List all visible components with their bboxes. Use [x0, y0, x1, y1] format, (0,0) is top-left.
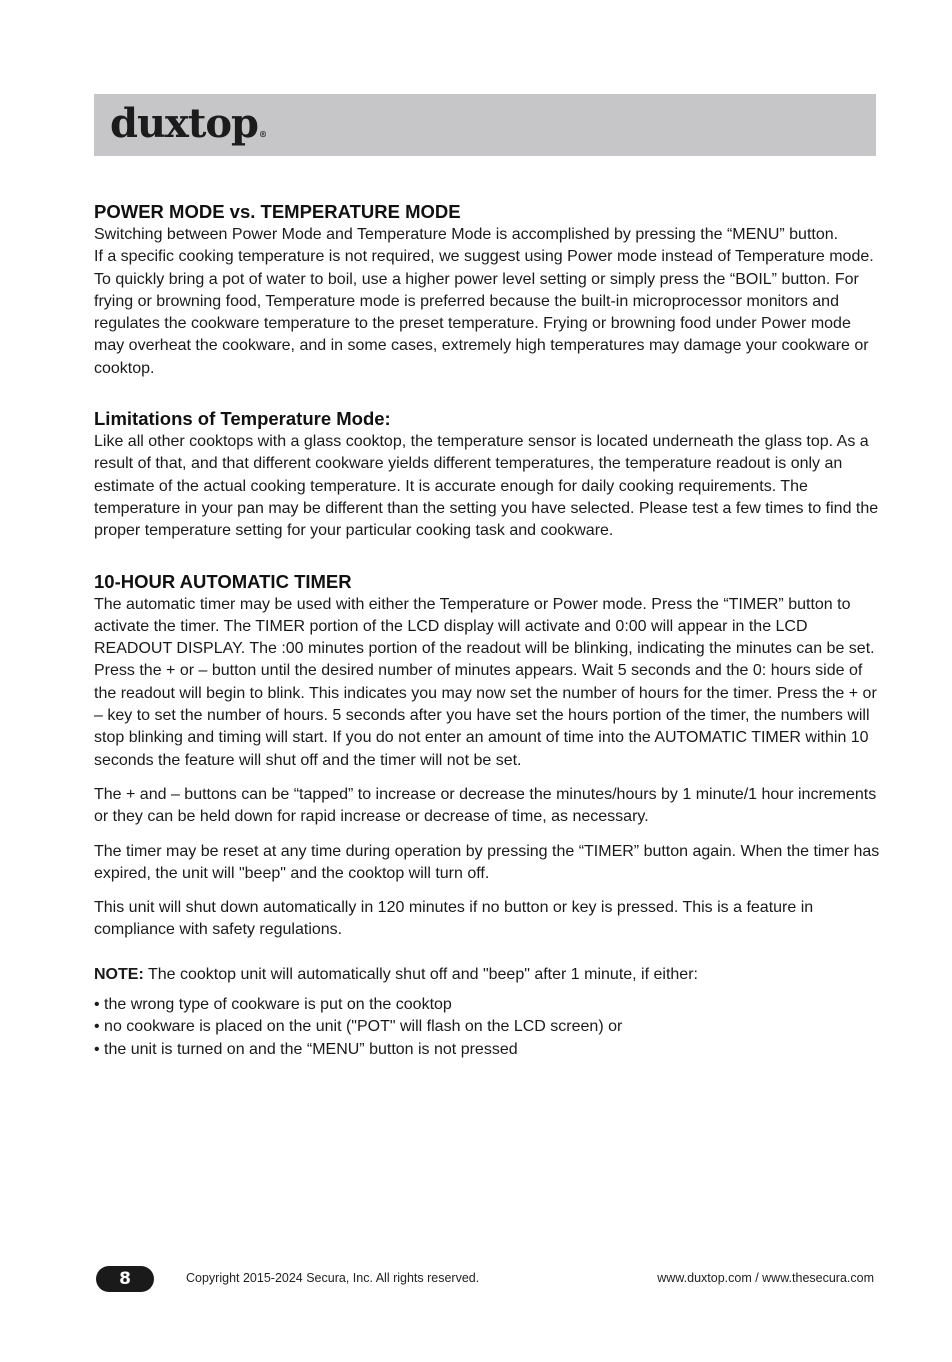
section-title-power-vs-temp: POWER MODE vs. TEMPERATURE MODE	[94, 201, 461, 222]
section-title-timer: 10-HOUR AUTOMATIC TIMER	[94, 570, 352, 592]
note-bullet-list	[94, 994, 884, 1061]
list-item: • the unit is turned on and the “MENU” button is not pressed	[94, 1040, 518, 1058]
section-title-limitations: Limitations of Temperature Mode:	[94, 408, 391, 430]
paragraph: Like all other cooktops with a glass cooktop, the temperature sensor is located underneath the glass top. As a result of that, and that different cookware yields different temperatures, the temperature readout is only an estimate of the actual cooking temperature. It is accurate enough for daily cooking requirements. The temperature in your pan may be different than the setting you have selected. Please test a few times to find the proper temperature setting for your particular cooking task and cookware.	[94, 433, 879, 540]
paragraph: The + and – buttons can be “tapped” to increase or decrease the minutes/hours by 1 minute/1 hour increments or they can be held down for rapid increase or decrease of time, as necessary.	[94, 785, 877, 826]
paragraph: The timer may be reset at any time during operation by pressing the “TIMER” button again. When the timer has expired, the unit will "beep" and the cooktop will turn off.	[94, 842, 880, 882]
copyright-text: Copyright 2015-2024 Secura, Inc. All rights reserved.	[186, 1271, 480, 1285]
list-item: • the wrong type of cookware is put on the cooktop	[94, 996, 452, 1014]
page-number-badge: 8	[96, 1266, 154, 1292]
brand-logo	[110, 98, 266, 150]
list-item: • no cookware is placed on the unit ("POT" will flash on the LCD screen) or	[94, 1018, 623, 1036]
logo-text: duxtop	[110, 100, 259, 147]
paragraph: This unit will shut down automatically in 120 minutes if no button or key is pressed. This is a feature in compliance with safety regulations.	[94, 899, 814, 939]
website-urls: www.duxtop.com / www.thesecura.com	[657, 1271, 874, 1285]
paragraph: If a specific cooking temperature is not required, we suggest using Power mode instead of Temperature mode. To quickly bring a pot of water to boil, use a higher power level setting or simply press the “BOIL” button. For frying or browning food, Temperature mode is preferred because the built-in microprocessor monitors and regulates the cookware temperature to the preset temperature. Frying or browning food under Power mode may overheat the cookware, and in some cases, extremely high temperatures may damage your cookware or cooktop.	[94, 248, 874, 377]
paragraph: The automatic timer may be used with either the Temperature or Power mode. Press the “TIMER” button to activate the timer. The TIMER portion of the LCD display will activate and 0:00 will appear in the LCD READOUT DISPLAY. The :00 minutes portion of the readout will be blinking, indicating the minutes can be set. Press the + or – button until the desired number of minutes appears. Wait 5 seconds and the 0: hours side of the readout will begin to blink. This indicates you may now set the number of hours for the timer. Press the + or – key to set the number of hours. 5 seconds after you have set the hours portion of the timer, the numbers will stop blinking and timing will start. If you do not enter an amount of time into the AUTOMATIC TIMER within 10 seconds the feature will shut off and the timer will not be set.	[94, 595, 877, 769]
note-paragraph	[94, 964, 884, 986]
note-label: NOTE:	[94, 965, 144, 983]
paragraph: Switching between Power Mode and Temperature Mode is accomplished by pressing the “MENU” button.	[94, 226, 839, 243]
page-content	[94, 200, 884, 1061]
header-bar	[94, 94, 876, 156]
registered-mark: ®	[259, 129, 267, 139]
note-text: The cooktop unit will automatically shut off and "beep" after 1 minute, if either:	[143, 965, 698, 983]
